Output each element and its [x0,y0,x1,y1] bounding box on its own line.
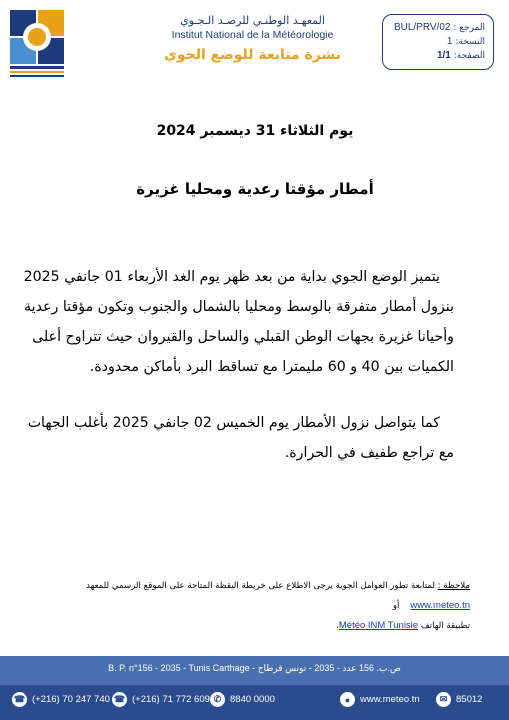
paragraph-continuation [27,408,454,468]
reference-label: المرجع : [453,23,485,33]
bulletin-date: يوم الثلاثاء 31 ديسمبر 2024 [156,123,354,139]
note-line-2 [48,616,470,636]
phone-icon: ☎ [112,692,127,707]
paragraph-line: الكميات بين 40 و 60 مليمترا مع تساقط البرد بأماكن محدودة. [89,359,454,375]
footer-address: B. P. n°156 - 2035 - Tunis Carthage - ص.ب. 156 عدد - 2035 - تونس قرطاج [108,663,401,673]
note-app-text: تطبيقة الهاتف [420,621,470,631]
sms-text: 85012 [456,694,483,705]
note-line-1 [48,577,470,616]
copy-value: 1 [446,36,453,47]
sms-icon: ✉ [436,692,451,707]
phone-1-text: (+216) 70 247 740 [32,694,110,705]
contact-whatsapp[interactable] [210,692,275,707]
paragraph-line: مع تراجع طفيف في الحرارة. [284,445,454,461]
reference-value: BUL/PRV/02 [393,22,451,33]
note-text: لمتابعة تطور العوامل الجوية يرجى الاطلاع على خريطة اليقظة المتاحة على الموقع الرسمي للمعهد [86,581,435,591]
whatsapp-text: 8840 0000 [230,694,275,705]
page-value: 1/1 [436,50,451,61]
page-row [389,49,485,63]
note-block [48,577,470,636]
phone-2-text: (+216) 71 772 609 [132,694,210,705]
contact-phone-2[interactable] [112,692,210,707]
copy-label: النسخة: [455,37,485,47]
bulletin-title: نشرة متابعة للوضع الجوي [164,47,341,63]
paragraph-line: وأحيانا غزيرة بجهات الوطن القبلي والساحل والقيروان حيث تتراوح أعلى [32,329,454,345]
institute-name-arabic: المعهـد الوطنـي للرصـد الـجـوي [180,14,325,27]
institute-name-french: Institut National de la Météorologie [171,29,334,41]
contact-website[interactable] [340,692,420,707]
website-link[interactable]: www.meteo.tn [410,600,470,611]
page-label: الصفحة: [453,51,485,61]
contact-sms[interactable] [436,692,482,707]
paragraph-line: بنزول أمطار متفرقة بالوسط ومحليا بالشمال والجنوب وتكون مؤقتا رعدية [24,299,454,315]
globe-icon: ● [340,692,355,707]
phone-icon: ☎ [12,692,27,707]
contact-phone-1[interactable] [12,692,110,707]
reference-row [389,21,485,35]
inm-logo [8,8,74,80]
reference-box [382,14,494,70]
whatsapp-icon: ✆ [210,692,225,707]
paragraph-line: يتميز الوضع الجوي بداية من بعد ظهر يوم الغد الأربعاء 01 جانفي 2025 [23,269,440,285]
footer-website-text: www.meteo.tn [360,694,420,705]
note-end: . [336,621,339,631]
note-or: أو [392,601,400,611]
copy-row [389,35,485,49]
app-link[interactable]: Météo INM Tunisie [338,620,419,631]
paragraph-line: كما يتواصل نزول الأمطار يوم الخميس 02 جانفي 2025 بأغلب الجهات [27,415,440,431]
bulletin-headline: أمطار مؤقتا رعدية ومحليا غزيرة [136,180,374,198]
note-label: ملاحظة : [437,581,470,591]
paragraph-main [23,262,454,382]
